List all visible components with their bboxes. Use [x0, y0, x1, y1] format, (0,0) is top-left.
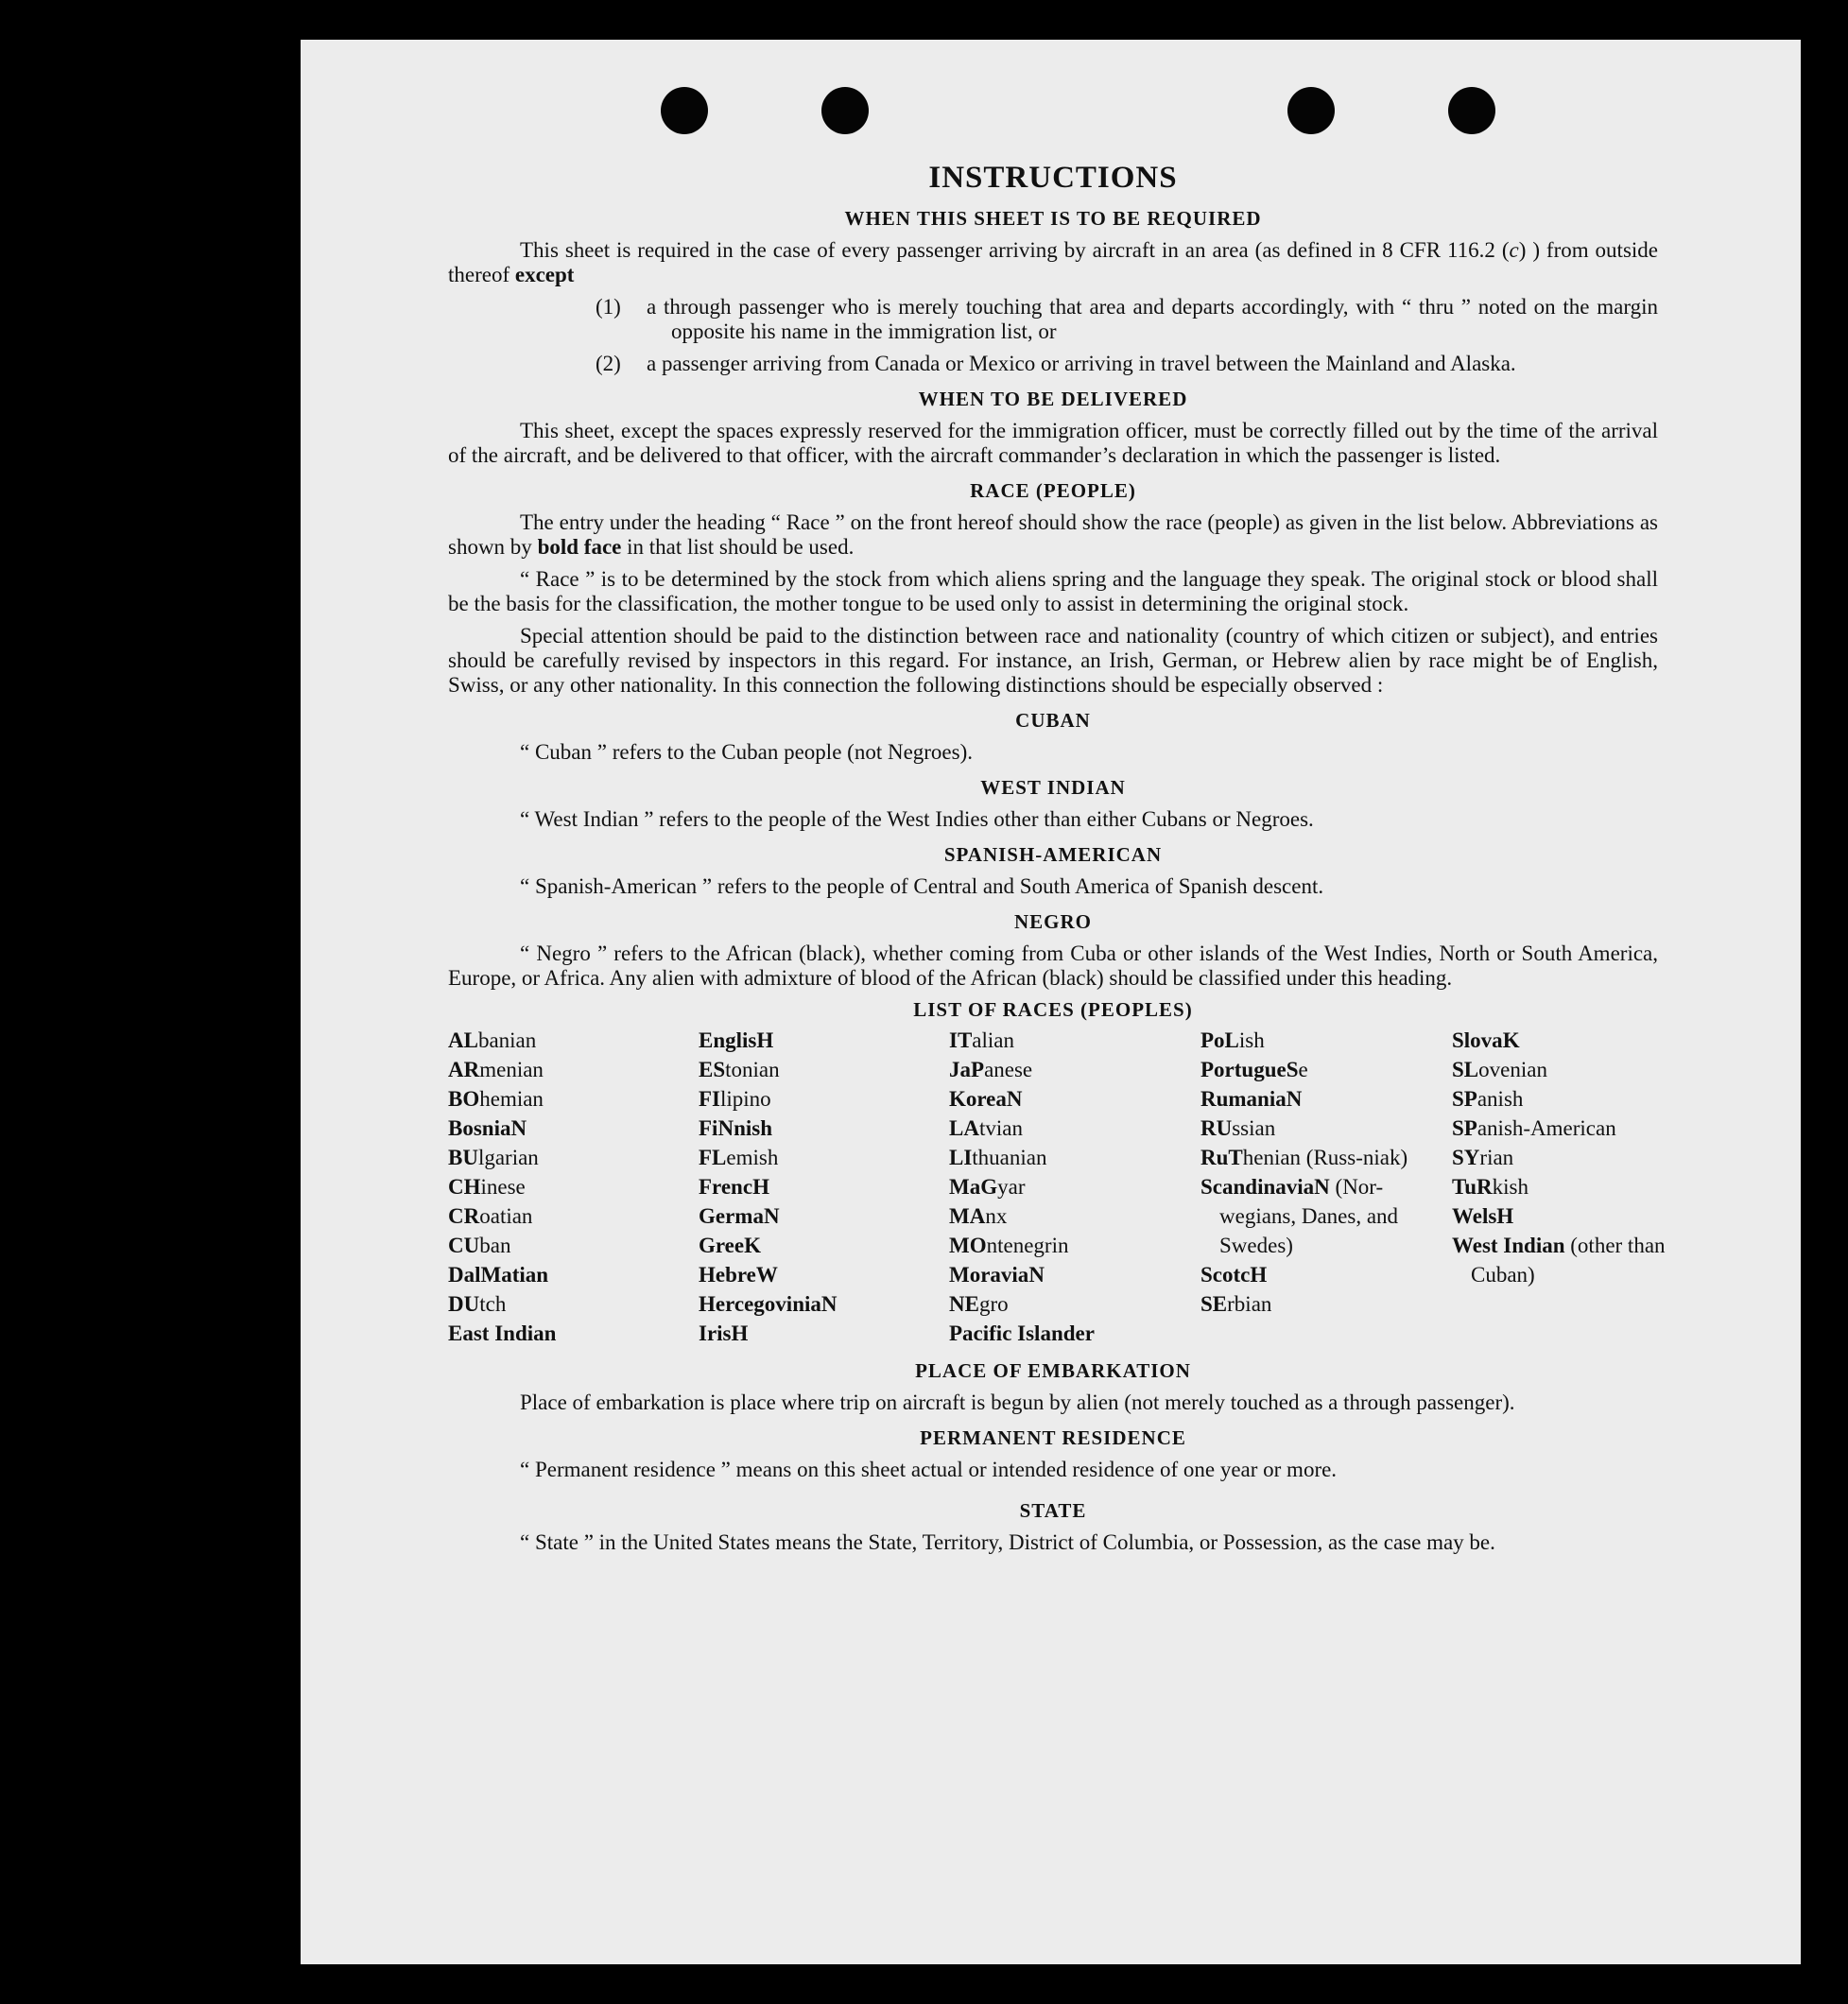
race-paragraph: “ Race ” is to be determined by the stock from which aliens spring and the language they speak. The original stock or blood shall be the basis for the classification, the mother tongue to be used only to assist in determining the original stock.	[448, 567, 1658, 615]
race-entry: DalMatian	[448, 1263, 549, 1287]
race-entry: RUssian	[1200, 1116, 1276, 1140]
residence-text: “ Permanent residence ” means on this sheet actual or intended residence of one year or more.	[520, 1458, 1338, 1481]
list-of-races-heading: LIST OF RACES (PEOPLES)	[913, 998, 1193, 1021]
race-entry: MoraviaN	[949, 1263, 1045, 1287]
section-heading-when-required: WHEN THIS SHEET IS TO BE REQUIRED	[844, 207, 1262, 230]
instructions-content	[448, 161, 1666, 1563]
race-entry: FLemish	[699, 1146, 779, 1169]
race-entry: CHinese	[448, 1175, 526, 1199]
race-entry: CUban	[448, 1234, 511, 1257]
exception-item: (2) a passenger arriving from Canada or Mexico or arriving in travel between the Mainland and Alaska.	[596, 352, 1516, 375]
race-entry: GreeK	[699, 1234, 761, 1257]
race-entry: RumaniaN	[1200, 1087, 1303, 1111]
races-column	[1452, 1026, 1669, 1348]
race-entry: EStonian	[699, 1058, 780, 1081]
race-entry: KoreaN	[949, 1087, 1023, 1111]
races-column	[949, 1026, 1200, 1348]
race-entry: SLovenian	[1452, 1058, 1547, 1081]
race-paragraph: Special attention should be paid to the distinction between race and nationality (country of which citizen or subject), and entries should be carefully revised by inspectors in this regard. For instance, an Irish, German, or Hebrew alien by race might be of English, Swiss, or any other nationality. In this connection the following distinctions should be especially observed :	[448, 624, 1658, 697]
section-heading-negro: NEGRO	[1013, 910, 1092, 933]
races-column	[1200, 1026, 1452, 1348]
race-entry: SPanish-American	[1452, 1116, 1616, 1140]
race-entry: Pacific Islander	[949, 1322, 1095, 1345]
race-entry: PortugueSe	[1200, 1058, 1308, 1081]
punch-hole	[661, 87, 708, 134]
race-entry: SErbian	[1200, 1292, 1272, 1316]
race-entry: RuThenian (Russ-niak)	[1200, 1146, 1408, 1169]
race-entry: ScandinaviaN (Nor-wegians, Danes, and Swedes)	[1200, 1175, 1399, 1257]
section-heading-race: RACE (PEOPLE)	[970, 479, 1136, 502]
race-entry: ScotcH	[1200, 1263, 1268, 1287]
race-entry: GermaN	[699, 1204, 780, 1228]
race-entry: FrencH	[699, 1175, 769, 1199]
punch-hole	[1287, 87, 1335, 134]
race-entry: West Indian (other than Cuban)	[1452, 1234, 1666, 1287]
race-entry: MOntenegrin	[949, 1234, 1069, 1257]
race-entry: WelsH	[1452, 1204, 1514, 1228]
race-entry: HebreW	[699, 1263, 778, 1287]
when-required-intro: This sheet is required in the case of every passenger arriving by aircraft in an area (as defined in 8 CFR 116.2 (c) ) from outside thereof except	[448, 238, 1658, 286]
section-heading-spanish-american: SPANISH-AMERICAN	[943, 843, 1163, 866]
race-entry: ITalian	[949, 1028, 1014, 1052]
section-heading-embarkation: PLACE OF EMBARKATION	[915, 1359, 1191, 1382]
race-entry: SPanish	[1452, 1087, 1524, 1111]
race-entry: ARmenian	[448, 1058, 544, 1081]
race-entry: HercegoviniaN	[699, 1292, 838, 1316]
race-entry: FIlipino	[699, 1087, 771, 1111]
section-heading-residence: PERMANENT RESIDENCE	[920, 1426, 1186, 1449]
race-entry: NEgro	[949, 1292, 1009, 1316]
race-entry: East Indian	[448, 1322, 557, 1345]
race-paragraph: The entry under the heading “ Race ” on the front hereof should show the race (people) as given in the list below. Abbreviations as shown by bold face in that list should be used.	[448, 510, 1658, 559]
race-entry: JaPanese	[949, 1058, 1033, 1081]
race-entry: MaGyar	[949, 1175, 1026, 1199]
race-entry: SYrian	[1452, 1146, 1514, 1169]
race-entry: BUlgarian	[448, 1146, 539, 1169]
punch-hole	[1448, 87, 1495, 134]
race-entry: BosniaN	[448, 1116, 527, 1140]
race-entry: TuRkish	[1452, 1175, 1528, 1199]
race-entry: DUtch	[448, 1292, 507, 1316]
race-entry: MAnx	[949, 1204, 1008, 1228]
race-entry: PoLish	[1200, 1028, 1265, 1052]
section-heading-cuban: CUBAN	[1015, 709, 1091, 732]
page-title: INSTRUCTIONS	[928, 161, 1178, 195]
races-list	[448, 1026, 1666, 1348]
negro-text: “ Negro ” refers to the African (black), whether coming from Cuba or other islands of the West Indies, North or South America, Europe, or Africa. Any alien with admixture of blood of the African (black) should be classified under this heading.	[448, 942, 1658, 990]
race-entry: LAtvian	[949, 1116, 1023, 1140]
spanish-american-text: “ Spanish-American ” refers to the people of Central and South America of Spanish descent.	[520, 874, 1324, 898]
races-column	[448, 1026, 699, 1348]
race-entry: SlovaK	[1452, 1028, 1520, 1052]
race-entry: CRoatian	[448, 1204, 533, 1228]
state-text: “ State ” in the United States means the State, Territory, District of Columbia, or Possession, as the case may be.	[520, 1530, 1495, 1554]
section-heading-when-delivered: WHEN TO BE DELIVERED	[918, 388, 1188, 410]
exception-item: (1) a through passenger who is merely touching that area and departs accordingly, with “ thru ” noted on the margin opposite his name in the immigration list, or	[596, 295, 1658, 343]
embarkation-text: Place of embarkation is place where trip on aircraft is begun by alien (not merely touched as a through passenger).	[520, 1391, 1515, 1414]
race-entry: IrisH	[699, 1322, 749, 1345]
cuban-text: “ Cuban ” refers to the Cuban people (not Negroes).	[520, 740, 974, 764]
when-delivered-text: This sheet, except the spaces expressly reserved for the immigration officer, must be correctly filled out by the time of the arrival of the aircraft, and be delivered to that officer, with the aircraft commander’s declaration in which the passenger is listed.	[448, 419, 1658, 467]
section-heading-state: STATE	[1019, 1499, 1087, 1522]
west-indian-text: “ West Indian ” refers to the people of the West Indies other than either Cubans or Negroes.	[520, 807, 1314, 831]
race-entry: LIthuanian	[949, 1146, 1047, 1169]
section-heading-west-indian: WEST INDIAN	[980, 776, 1126, 799]
race-entry: FiNnish	[699, 1116, 772, 1140]
punch-hole	[821, 87, 869, 134]
race-entry: EnglisH	[699, 1028, 774, 1052]
race-entry: ALbanian	[448, 1028, 537, 1052]
race-entry: BOhemian	[448, 1087, 544, 1111]
races-column	[699, 1026, 949, 1348]
